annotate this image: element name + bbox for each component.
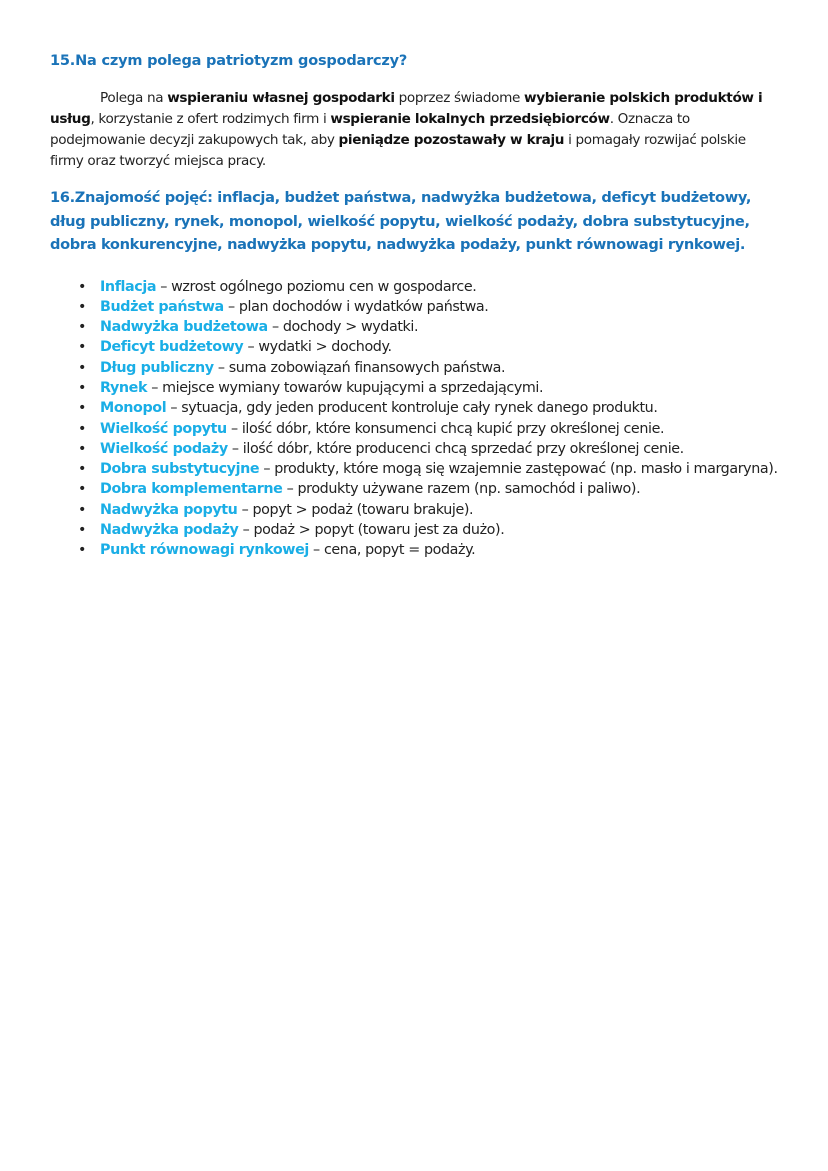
term-definition: – produkty, które mogą się wzajemnie zastępować (np. masło i margaryna). bbox=[259, 461, 778, 478]
term-name: Budżet państwa bbox=[100, 298, 224, 315]
term-name: Wielkość popytu bbox=[100, 420, 227, 437]
bullet-icon: • bbox=[78, 461, 87, 478]
bullet-icon: • bbox=[78, 420, 87, 437]
list-item bbox=[78, 520, 780, 540]
list-item bbox=[78, 479, 780, 499]
bullet-icon: • bbox=[78, 379, 87, 396]
bold-phrase: pieniądze pozostawały w kraju bbox=[338, 132, 565, 148]
list-item bbox=[78, 398, 780, 418]
term-name: Nadwyżka popytu bbox=[100, 501, 238, 518]
bold-phrase: wspieraniu własnej gospodarki bbox=[167, 90, 395, 106]
list-item bbox=[78, 317, 780, 337]
bullet-icon: • bbox=[78, 319, 87, 336]
term-name: Monopol bbox=[100, 400, 167, 417]
list-item bbox=[78, 419, 780, 439]
bullet-icon: • bbox=[78, 481, 87, 498]
list-item bbox=[78, 337, 780, 357]
list-item bbox=[78, 459, 780, 479]
bullet-icon: • bbox=[78, 359, 87, 376]
bullet-icon: • bbox=[78, 440, 87, 457]
term-definition: – ilość dóbr, które producenci chcą sprzedać przy określonej cenie. bbox=[227, 440, 684, 457]
list-item bbox=[78, 297, 780, 317]
bullet-icon: • bbox=[78, 339, 87, 356]
bullet-icon: • bbox=[78, 501, 87, 518]
list-item bbox=[78, 277, 780, 297]
term-definition: – wzrost ogólnego poziomu cen w gospodarce. bbox=[156, 278, 477, 295]
term-name: Wielkość podaży bbox=[100, 440, 228, 457]
bullet-icon: • bbox=[78, 522, 87, 539]
list-item bbox=[78, 378, 780, 398]
terms-list bbox=[50, 277, 780, 561]
text-segment: , korzystanie z ofert rodzimych firm i bbox=[90, 111, 331, 127]
text-segment: i pomagały rozwijać polskie firmy oraz tworzyć miejsca pracy. bbox=[50, 132, 746, 169]
term-definition: – miejsce wymiany towarów kupującymi a sprzedającymi. bbox=[147, 379, 544, 396]
question-16-heading: 16.Znajomość pojęć: inflacja, budżet państwa, nadwyżka budżetowa, deficyt budżetowy, dług publiczny, rynek, monopol, wielkość popytu, wielkość podaży, dobra substytucyjne, dobra konkurencyjne, nadwyżka popytu, nadwyżka podaży, punkt równowagi rynkowej. bbox=[50, 189, 752, 253]
term-definition: – cena, popyt = podaży. bbox=[308, 542, 476, 559]
term-name: Dobra substytucyjne bbox=[100, 461, 260, 478]
term-name: Rynek bbox=[100, 379, 148, 396]
term-name: Nadwyżka budżetowa bbox=[100, 319, 268, 336]
bold-phrase: wybieranie polskich produktów i usług bbox=[50, 90, 763, 127]
term-definition: – wydatki > dochody. bbox=[243, 339, 392, 356]
term-definition: – ilość dóbr, które konsumenci chcą kupić przy określonej cenie. bbox=[226, 420, 665, 437]
list-item bbox=[78, 439, 780, 459]
term-definition: – plan dochodów i wydatków państwa. bbox=[223, 298, 489, 315]
term-definition: – suma zobowiązań finansowych państwa. bbox=[213, 359, 506, 376]
term-definition: – podaż > popyt (towaru jest za dużo). bbox=[238, 522, 505, 539]
text-segment: poprzez świadome bbox=[394, 90, 524, 106]
term-name: Deficyt budżetowy bbox=[100, 339, 244, 356]
bullet-icon: • bbox=[78, 400, 87, 417]
term-definition: – sytuacja, gdy jeden producent kontroluje cały rynek danego produktu. bbox=[166, 400, 658, 417]
bullet-icon: • bbox=[78, 298, 87, 315]
term-definition: – popyt > podaż (towaru brakuje). bbox=[237, 501, 474, 518]
term-definition: – dochody > wydatki. bbox=[267, 319, 419, 336]
list-item bbox=[78, 540, 780, 560]
term-name: Dług publiczny bbox=[100, 359, 214, 376]
term-definition: – produkty używane razem (np. samochód i paliwo). bbox=[282, 481, 641, 498]
term-name: Punkt równowagi rynkowej bbox=[100, 542, 309, 559]
text-segment: . Oznacza to podejmowanie decyzji zakupowych tak, aby bbox=[50, 111, 690, 148]
document-page bbox=[50, 50, 780, 561]
term-name: Inflacja bbox=[100, 278, 157, 295]
bold-phrase: wspieranie lokalnych przedsiębiorców bbox=[330, 111, 610, 127]
bullet-icon: • bbox=[78, 542, 87, 559]
question-15-answer bbox=[50, 88, 780, 172]
question-15-heading: 15.Na czym polega patriotyzm gospodarczy? bbox=[50, 53, 408, 69]
term-name: Dobra komplementarne bbox=[100, 481, 283, 498]
bullet-icon: • bbox=[78, 278, 87, 295]
list-item bbox=[78, 500, 780, 520]
text-segment: Polega na bbox=[100, 90, 168, 106]
term-name: Nadwyżka podaży bbox=[100, 522, 239, 539]
list-item bbox=[78, 358, 780, 378]
